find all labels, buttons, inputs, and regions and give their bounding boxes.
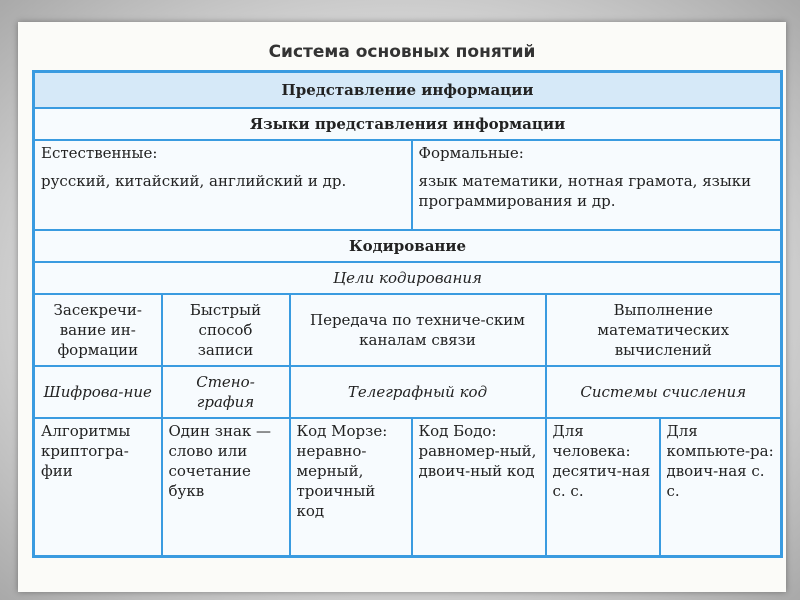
page-title: Система основных понятий — [268, 42, 536, 62]
method-number-systems: Системы счисления — [546, 366, 782, 418]
formal-languages-text: язык математики, нотная грамота, языки программирования и др. — [418, 172, 752, 210]
natural-languages-label: Естественные: — [41, 144, 158, 162]
detail-morse-code: Код Морзе: неравно-мерный, троичный код — [290, 418, 412, 557]
detail-baudot-code: Код Бодо: равномер-ный, двоич-ный код — [412, 418, 546, 557]
goal-calculations: Выполнение математических вычислений — [546, 294, 782, 366]
formal-languages-cell — [412, 140, 782, 230]
goal-fast-writing: Быстрый способ записи — [162, 294, 290, 366]
textbook-page — [18, 22, 786, 592]
method-ciphering: Шифрова-ние — [34, 366, 162, 418]
goal-encryption: Засекречи-вание ин-формации — [34, 294, 162, 366]
detail-stenography: Один знак — слово или сочетание букв — [162, 418, 290, 557]
detail-human-decimal: Для человека: десятич-ная с. с. — [546, 418, 660, 557]
coding-goals-header: Цели кодирования — [34, 262, 782, 294]
method-telegraph-code: Телеграфный код — [290, 366, 546, 418]
goal-transmission: Передача по техниче-ским каналам связи — [290, 294, 546, 366]
detail-cryptography: Алгоритмы криптогра-фии — [34, 418, 162, 557]
natural-languages-cell — [34, 140, 412, 230]
natural-languages-text: русский, китайский, английский и др. — [41, 172, 347, 190]
formal-languages-label: Формальные: — [418, 144, 524, 162]
concepts-table — [32, 70, 783, 558]
coding-header: Кодирование — [34, 230, 782, 262]
languages-header: Языки представления информации — [34, 108, 782, 140]
representation-header: Представление информации — [34, 72, 782, 109]
method-stenography: Стено-графия — [162, 366, 290, 418]
detail-computer-binary: Для компьюте-ра: двоич-ная с. с. — [660, 418, 782, 557]
